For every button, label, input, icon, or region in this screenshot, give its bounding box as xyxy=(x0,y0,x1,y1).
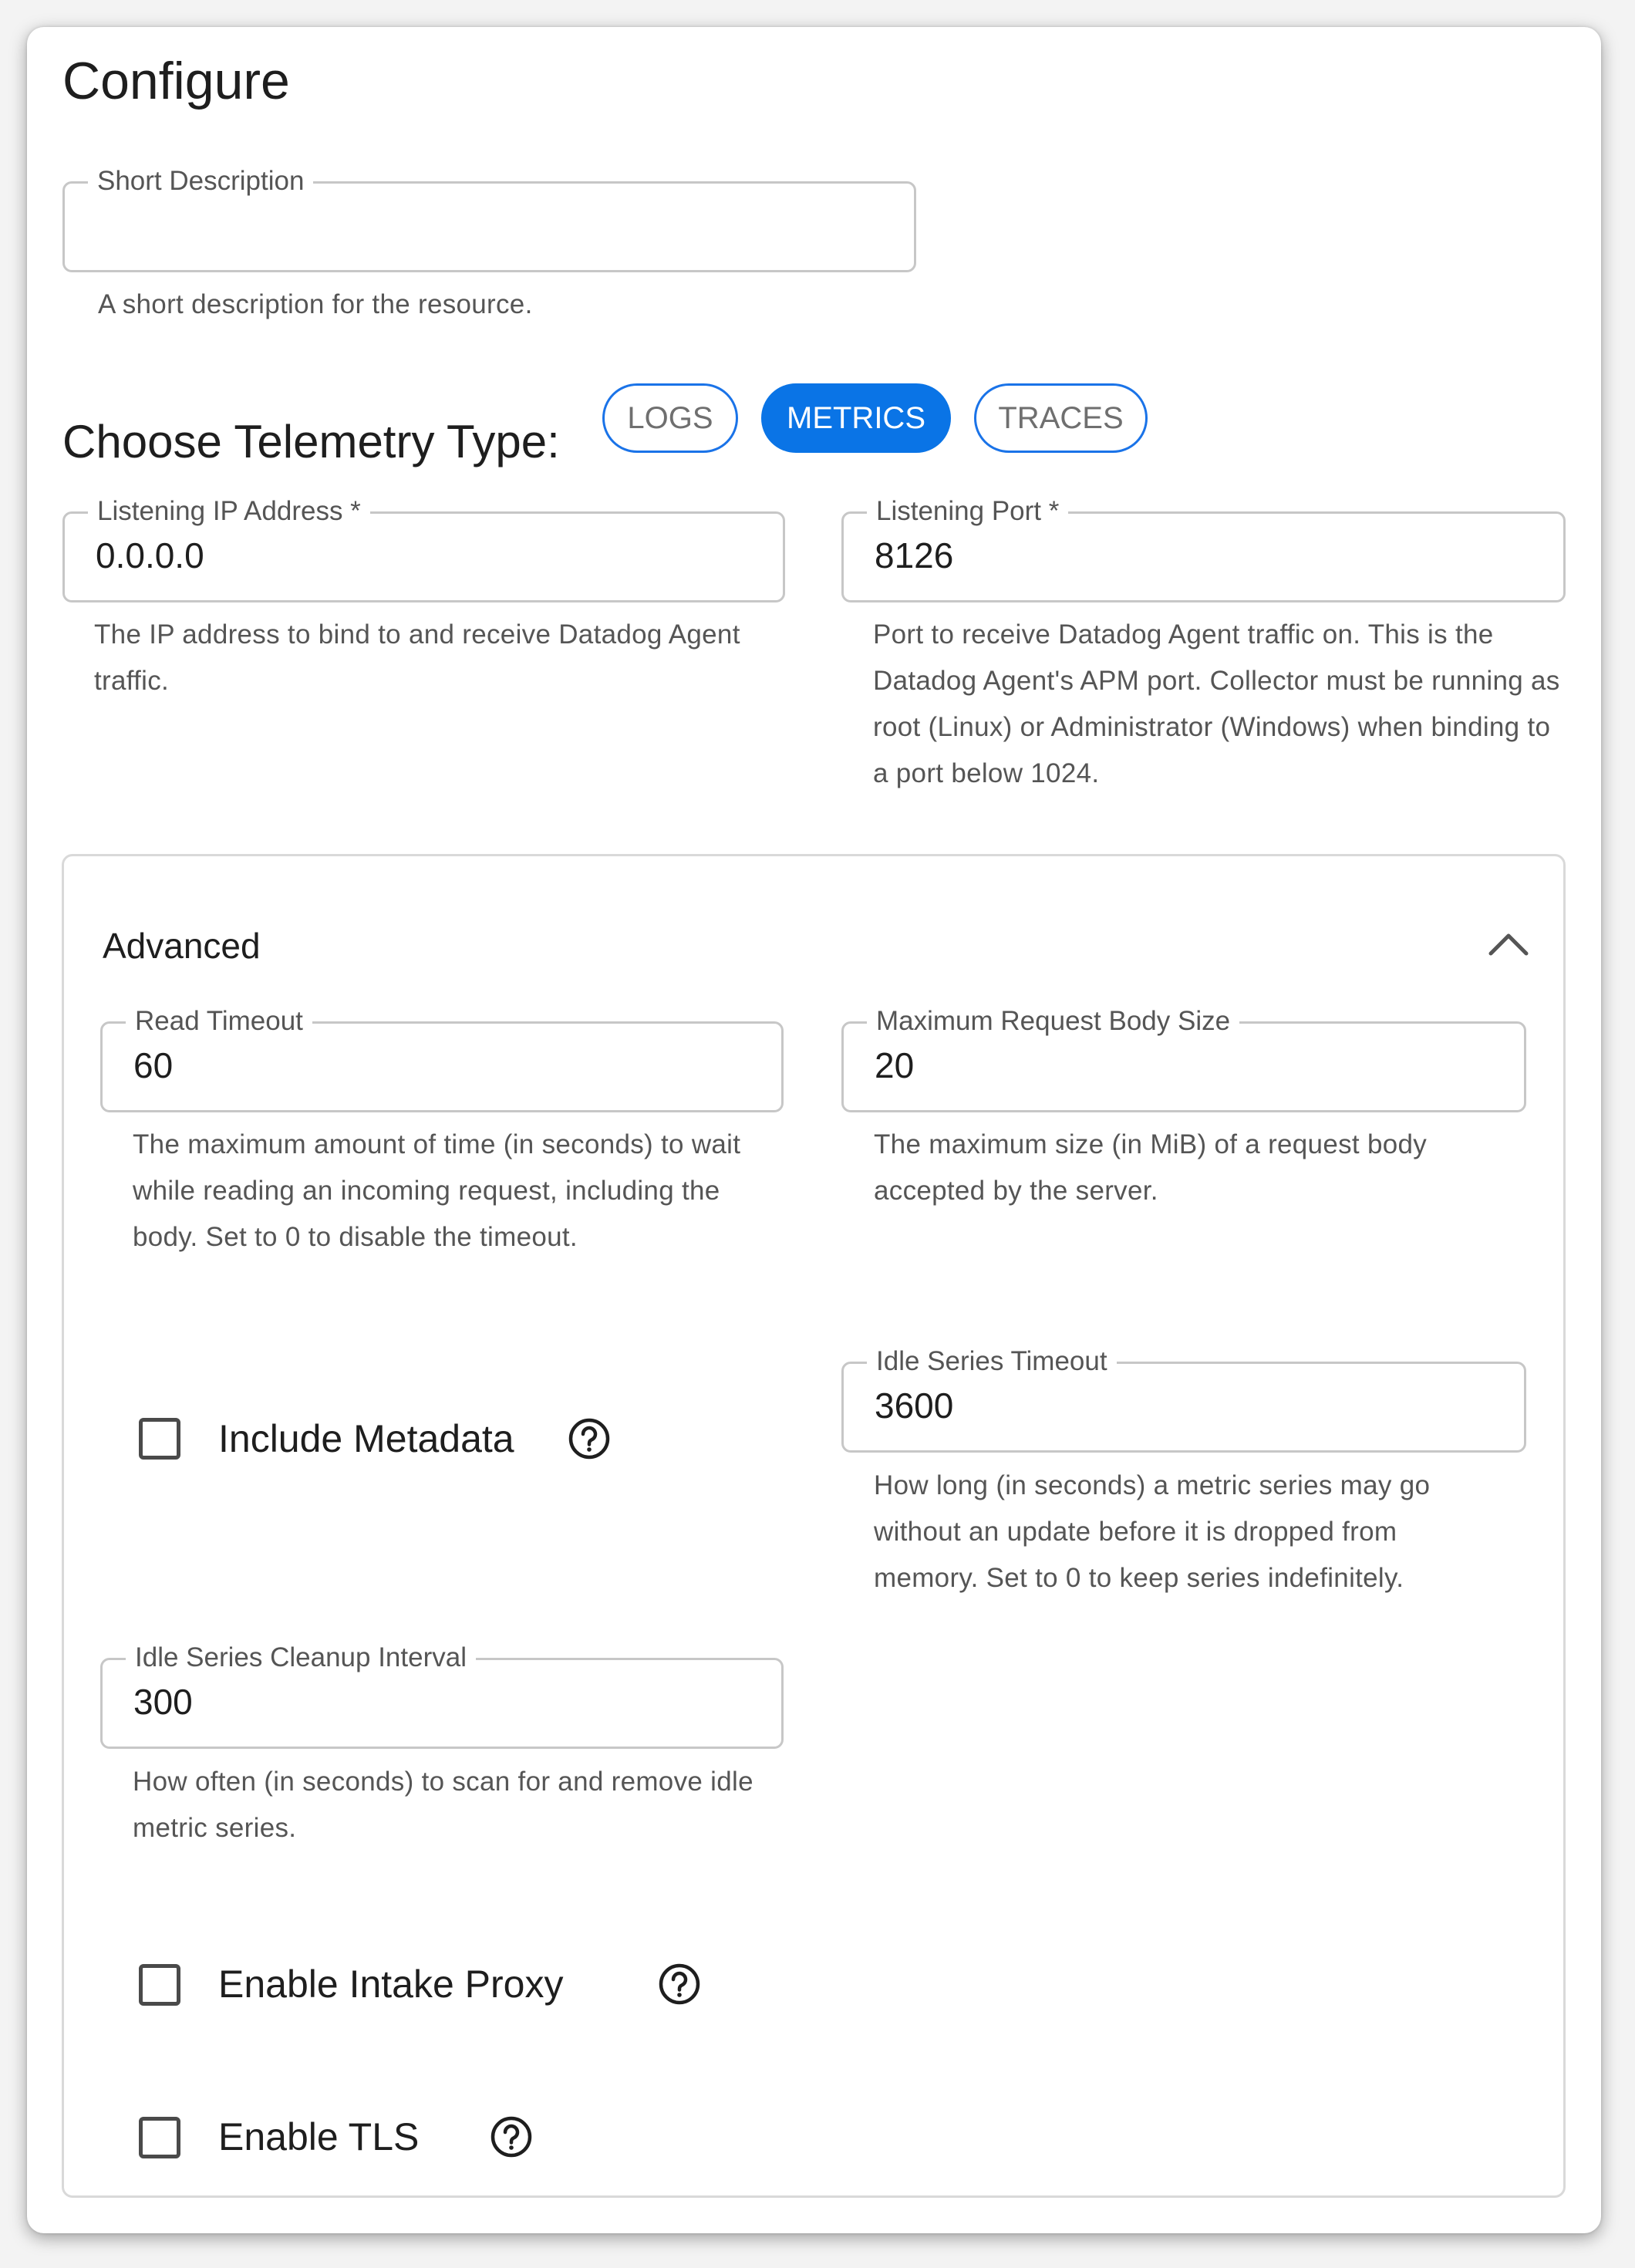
chevron-up-icon[interactable] xyxy=(1482,918,1536,972)
idle-series-timeout-value: 3600 xyxy=(875,1385,954,1426)
short-description-label: Short Description xyxy=(88,164,313,199)
read-timeout-help: The maximum amount of time (in seconds) to wait while reading an incoming request, including the body. Set to 0 to disable the timeout. xyxy=(133,1129,741,1252)
question-circle-icon[interactable] xyxy=(658,1963,701,2006)
idle-cleanup-interval-help: How often (in seconds) to scan for and remove idle metric series. xyxy=(133,1767,753,1843)
listening-port-field[interactable] xyxy=(841,496,1566,602)
max-body-size-value: 20 xyxy=(875,1045,915,1085)
idle-cleanup-interval-label: Idle Series Cleanup Interval xyxy=(126,1640,476,1676)
idle-cleanup-interval-field[interactable] xyxy=(100,1642,784,1749)
read-timeout-value: 60 xyxy=(133,1045,174,1085)
short-description-field[interactable] xyxy=(62,166,916,272)
enable-tls-checkbox[interactable] xyxy=(139,2117,180,2158)
idle-series-timeout-field[interactable] xyxy=(841,1346,1526,1453)
telemetry-logs-chip[interactable]: LOGS xyxy=(602,383,738,453)
question-circle-icon[interactable] xyxy=(490,2115,533,2158)
enable-intake-proxy-label[interactable]: Enable Intake Proxy xyxy=(218,1963,564,2006)
idle-cleanup-interval-value: 300 xyxy=(133,1682,193,1722)
advanced-section xyxy=(62,854,1566,2198)
idle-series-timeout-label: Idle Series Timeout xyxy=(867,1344,1117,1379)
listening-ip-help: The IP address to bind to and receive Datadog Agent traffic. xyxy=(94,619,740,696)
max-body-size-field[interactable] xyxy=(841,1006,1526,1112)
listening-ip-label: Listening IP Address * xyxy=(88,494,370,529)
configure-card xyxy=(27,27,1601,2233)
page-title: Configure xyxy=(62,52,290,110)
include-metadata-checkbox[interactable] xyxy=(139,1418,180,1460)
listening-port-help: Port to receive Datadog Agent traffic on. This is the Datadog Agent's APM port. Collector must be running as root (Linux) or Administrator (Windows) when binding to a port below 1024. xyxy=(873,619,1560,788)
listening-port-label: Listening Port * xyxy=(867,494,1068,529)
include-metadata-label[interactable]: Include Metadata xyxy=(218,1417,514,1460)
listening-port-value: 8126 xyxy=(875,535,954,575)
telemetry-type-heading: Choose Telemetry Type: xyxy=(62,416,560,467)
read-timeout-field[interactable] xyxy=(100,1006,784,1112)
idle-series-timeout-help: How long (in seconds) a metric series may go without an update before it is dropped from memory. Set to 0 to keep series indefinitely. xyxy=(874,1470,1431,1593)
enable-tls-label[interactable]: Enable TLS xyxy=(218,2115,420,2158)
read-timeout-label: Read Timeout xyxy=(126,1004,312,1039)
short-description-help: A short description for the resource. xyxy=(98,289,533,319)
max-body-size-label: Maximum Request Body Size xyxy=(867,1004,1239,1039)
question-circle-icon[interactable] xyxy=(568,1417,611,1460)
enable-intake-proxy-checkbox[interactable] xyxy=(139,1964,180,2006)
telemetry-traces-chip[interactable]: TRACES xyxy=(974,383,1148,453)
listening-ip-field[interactable] xyxy=(62,496,785,602)
max-body-size-help: The maximum size (in MiB) of a request body accepted by the server. xyxy=(874,1129,1428,1206)
listening-ip-value: 0.0.0.0 xyxy=(96,535,204,575)
telemetry-metrics-chip[interactable]: METRICS xyxy=(761,383,951,453)
advanced-title[interactable]: Advanced xyxy=(103,926,261,966)
